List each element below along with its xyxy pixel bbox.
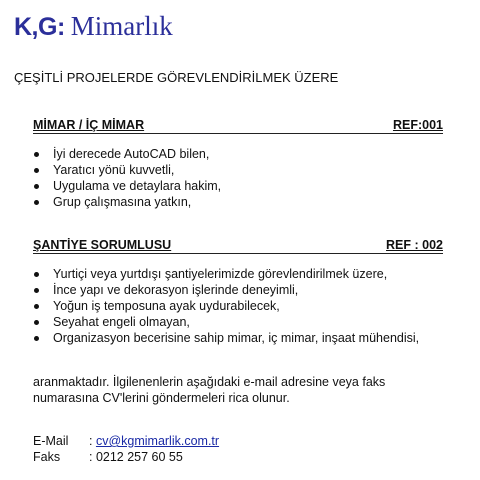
section-header-site-manager [33, 238, 443, 254]
company-logo [14, 10, 173, 42]
list-item: Uygulama ve detaylara hakim, [33, 178, 221, 194]
contact-email-row [33, 434, 219, 448]
section-header-architect [33, 118, 443, 134]
intro-heading: ÇEŞİTLİ PROJELERDE GÖREVLENDİRİLMEK ÜZERE [14, 70, 339, 85]
list-item: Grup çalışmasına yatkın, [33, 194, 221, 210]
requirements-list-architect [33, 146, 221, 210]
section-title: ŞANTİYE SORUMLUSU [33, 238, 172, 252]
list-item: İyi derecede AutoCAD bilen, [33, 146, 221, 162]
email-label: E-Mail [33, 434, 69, 448]
list-item: Yurtiçi veya yurtdışı şantiyelerimizde görevlendirilmek üzere, [33, 266, 419, 282]
list-item: Yaratıcı yönü kuvvetli, [33, 162, 221, 178]
list-item: Organizasyon becerisine sahip mimar, iç mimar, inşaat mühendisi, [33, 330, 419, 346]
list-item: Seyahat engeli olmayan, [33, 314, 419, 330]
section-title: MİMAR / İÇ MİMAR [33, 118, 145, 132]
fax-value: : 0212 257 60 55 [89, 450, 183, 464]
email-separator: : [89, 434, 96, 448]
email-value [89, 434, 219, 448]
email-link[interactable]: cv@kgmimarlik.com.tr [95, 434, 220, 448]
contact-fax-row [33, 450, 183, 464]
list-item: İnce yapı ve dekorasyon işlerinde deneyimli, [33, 282, 419, 298]
requirements-list-site-manager [33, 266, 419, 346]
logo-initials: K,G: [14, 13, 65, 41]
section-ref: REF:001 [392, 118, 443, 132]
list-item: Yoğun iş temposuna ayak uydurabilecek, [33, 298, 419, 314]
fax-label: Faks [33, 450, 61, 464]
section-ref: REF : 002 [386, 238, 443, 252]
logo-name: Mimarlık [70, 11, 173, 41]
closing-text: aranmaktadır. İlgilenenlerin aşağıdaki e-mail adresine veya faks numarasına CV'lerini göndermeleri rica olunur. [33, 375, 386, 405]
